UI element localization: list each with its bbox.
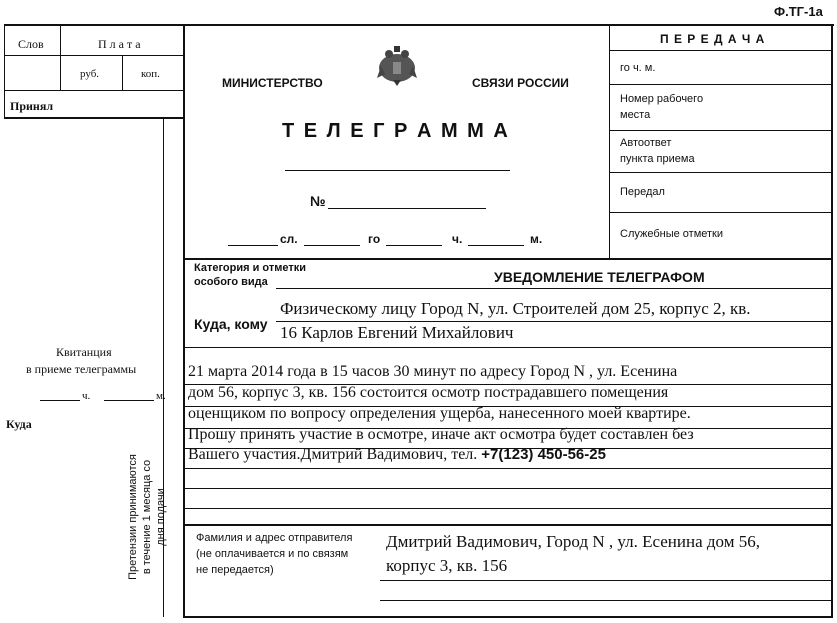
kvitanciya-label: Квитанция bbox=[56, 345, 112, 359]
message-line-4: Прошу принять участие в осмотре, иначе акт осмотра будет составлен без bbox=[188, 426, 694, 443]
right-panel-divider bbox=[609, 24, 610, 258]
category-label-1: Категория и отметки bbox=[194, 262, 306, 274]
frame-bottom bbox=[183, 616, 833, 618]
sluzhebnye-label: Служебные отметки bbox=[620, 228, 724, 240]
ch-label: ч. bbox=[452, 232, 463, 246]
message-line-1: 21 марта 2014 года в 15 часов 30 минут по адресу Город N , ул. Есенина bbox=[188, 363, 678, 380]
phone-number: +7(123) 450-56-25 bbox=[481, 446, 606, 463]
nomer-label-2: места bbox=[620, 109, 651, 121]
col-plata: П л а т а bbox=[98, 37, 141, 51]
m-label: м. bbox=[530, 232, 543, 246]
kuda-komu-label: Куда, кому bbox=[194, 316, 268, 332]
left-outer bbox=[4, 24, 5, 118]
message-line-5-text: Вашего участия.Дмитрий Вадимович, тел. bbox=[188, 446, 482, 463]
col-kop: коп. bbox=[141, 68, 160, 80]
category-label-2: особого вида bbox=[194, 276, 268, 288]
eagle-emblem-icon bbox=[375, 42, 419, 86]
header-bottom-line bbox=[183, 258, 833, 260]
sender-label-1: Фамилия и адрес отправителя bbox=[196, 532, 353, 544]
pretenzii-line-3: дня подачи bbox=[155, 488, 167, 546]
number-label: № bbox=[310, 193, 326, 209]
go-ch-m-label: го ч. м. bbox=[620, 62, 656, 74]
recipient-line-2: 16 Карлов Евгений Михайлович bbox=[280, 323, 514, 342]
frame-divider-left bbox=[183, 24, 185, 618]
message-line-3: оценщиком по вопросу определения ущерба, нанесенного моей квартире. bbox=[188, 405, 691, 422]
peredal-label: Передал bbox=[620, 186, 665, 198]
nomer-label-1: Номер рабочего bbox=[620, 93, 704, 105]
avtootvet-label-1: Автоответ bbox=[620, 137, 672, 149]
ch-field[interactable] bbox=[386, 245, 442, 246]
sl-field[interactable] bbox=[228, 245, 278, 246]
col-slov: Слов bbox=[18, 37, 44, 51]
go-field[interactable] bbox=[304, 245, 360, 246]
sl-label: сл. bbox=[280, 232, 298, 246]
avtootvet-label-2: пункта приема bbox=[620, 153, 695, 165]
ministry-right: СВЯЗИ РОССИИ bbox=[472, 76, 569, 90]
pretenzii-note bbox=[126, 432, 168, 602]
m-field[interactable] bbox=[468, 245, 524, 246]
kvit-ch: ч. bbox=[82, 390, 91, 402]
sender-line-2: корпус 3, кв. 156 bbox=[386, 556, 508, 575]
telegram-title: Т Е Л Е Г Р А М М А bbox=[282, 120, 510, 142]
message-line-5 bbox=[188, 446, 606, 464]
col-rub: руб. bbox=[80, 68, 100, 80]
message-line-2: дом 56, корпус 3, кв. 156 состоится осмотр пострадавшего помещения bbox=[188, 384, 669, 401]
sender-label-2: (не оплачивается и по связям bbox=[196, 548, 349, 560]
ministry-left: МИНИСТЕРСТВО bbox=[222, 76, 323, 90]
pretenzii-line-2: в течение 1 месяца со bbox=[141, 459, 153, 575]
pretenzii-line-1: Претензии принимаются bbox=[127, 454, 139, 580]
kuda-label-left: Куда bbox=[6, 417, 32, 431]
v-prieme-label: в приеме телеграммы bbox=[26, 362, 137, 376]
frame-top bbox=[4, 24, 834, 26]
frame-right bbox=[831, 24, 833, 618]
prinyal-label: Принял bbox=[10, 99, 54, 113]
sender-label-3: не передается) bbox=[196, 564, 274, 576]
kvit-m: м. bbox=[156, 390, 166, 402]
notice-text: УВЕДОМЛЕНИЕ ТЕЛЕГРАФОМ bbox=[494, 269, 705, 285]
peredacha-header: П Е Р Е Д А Ч А bbox=[660, 32, 766, 46]
recipient-line-1: Физическому лицу Город N, ул. Строителей дом 25, корпус 2, кв. bbox=[280, 299, 751, 318]
go-label: го bbox=[368, 232, 381, 246]
sender-line-1: Дмитрий Вадимович, Город N , ул. Есенина дом 56, bbox=[386, 532, 760, 551]
number-field[interactable] bbox=[328, 208, 486, 209]
form-code: Ф.ТГ-1а bbox=[774, 4, 823, 19]
